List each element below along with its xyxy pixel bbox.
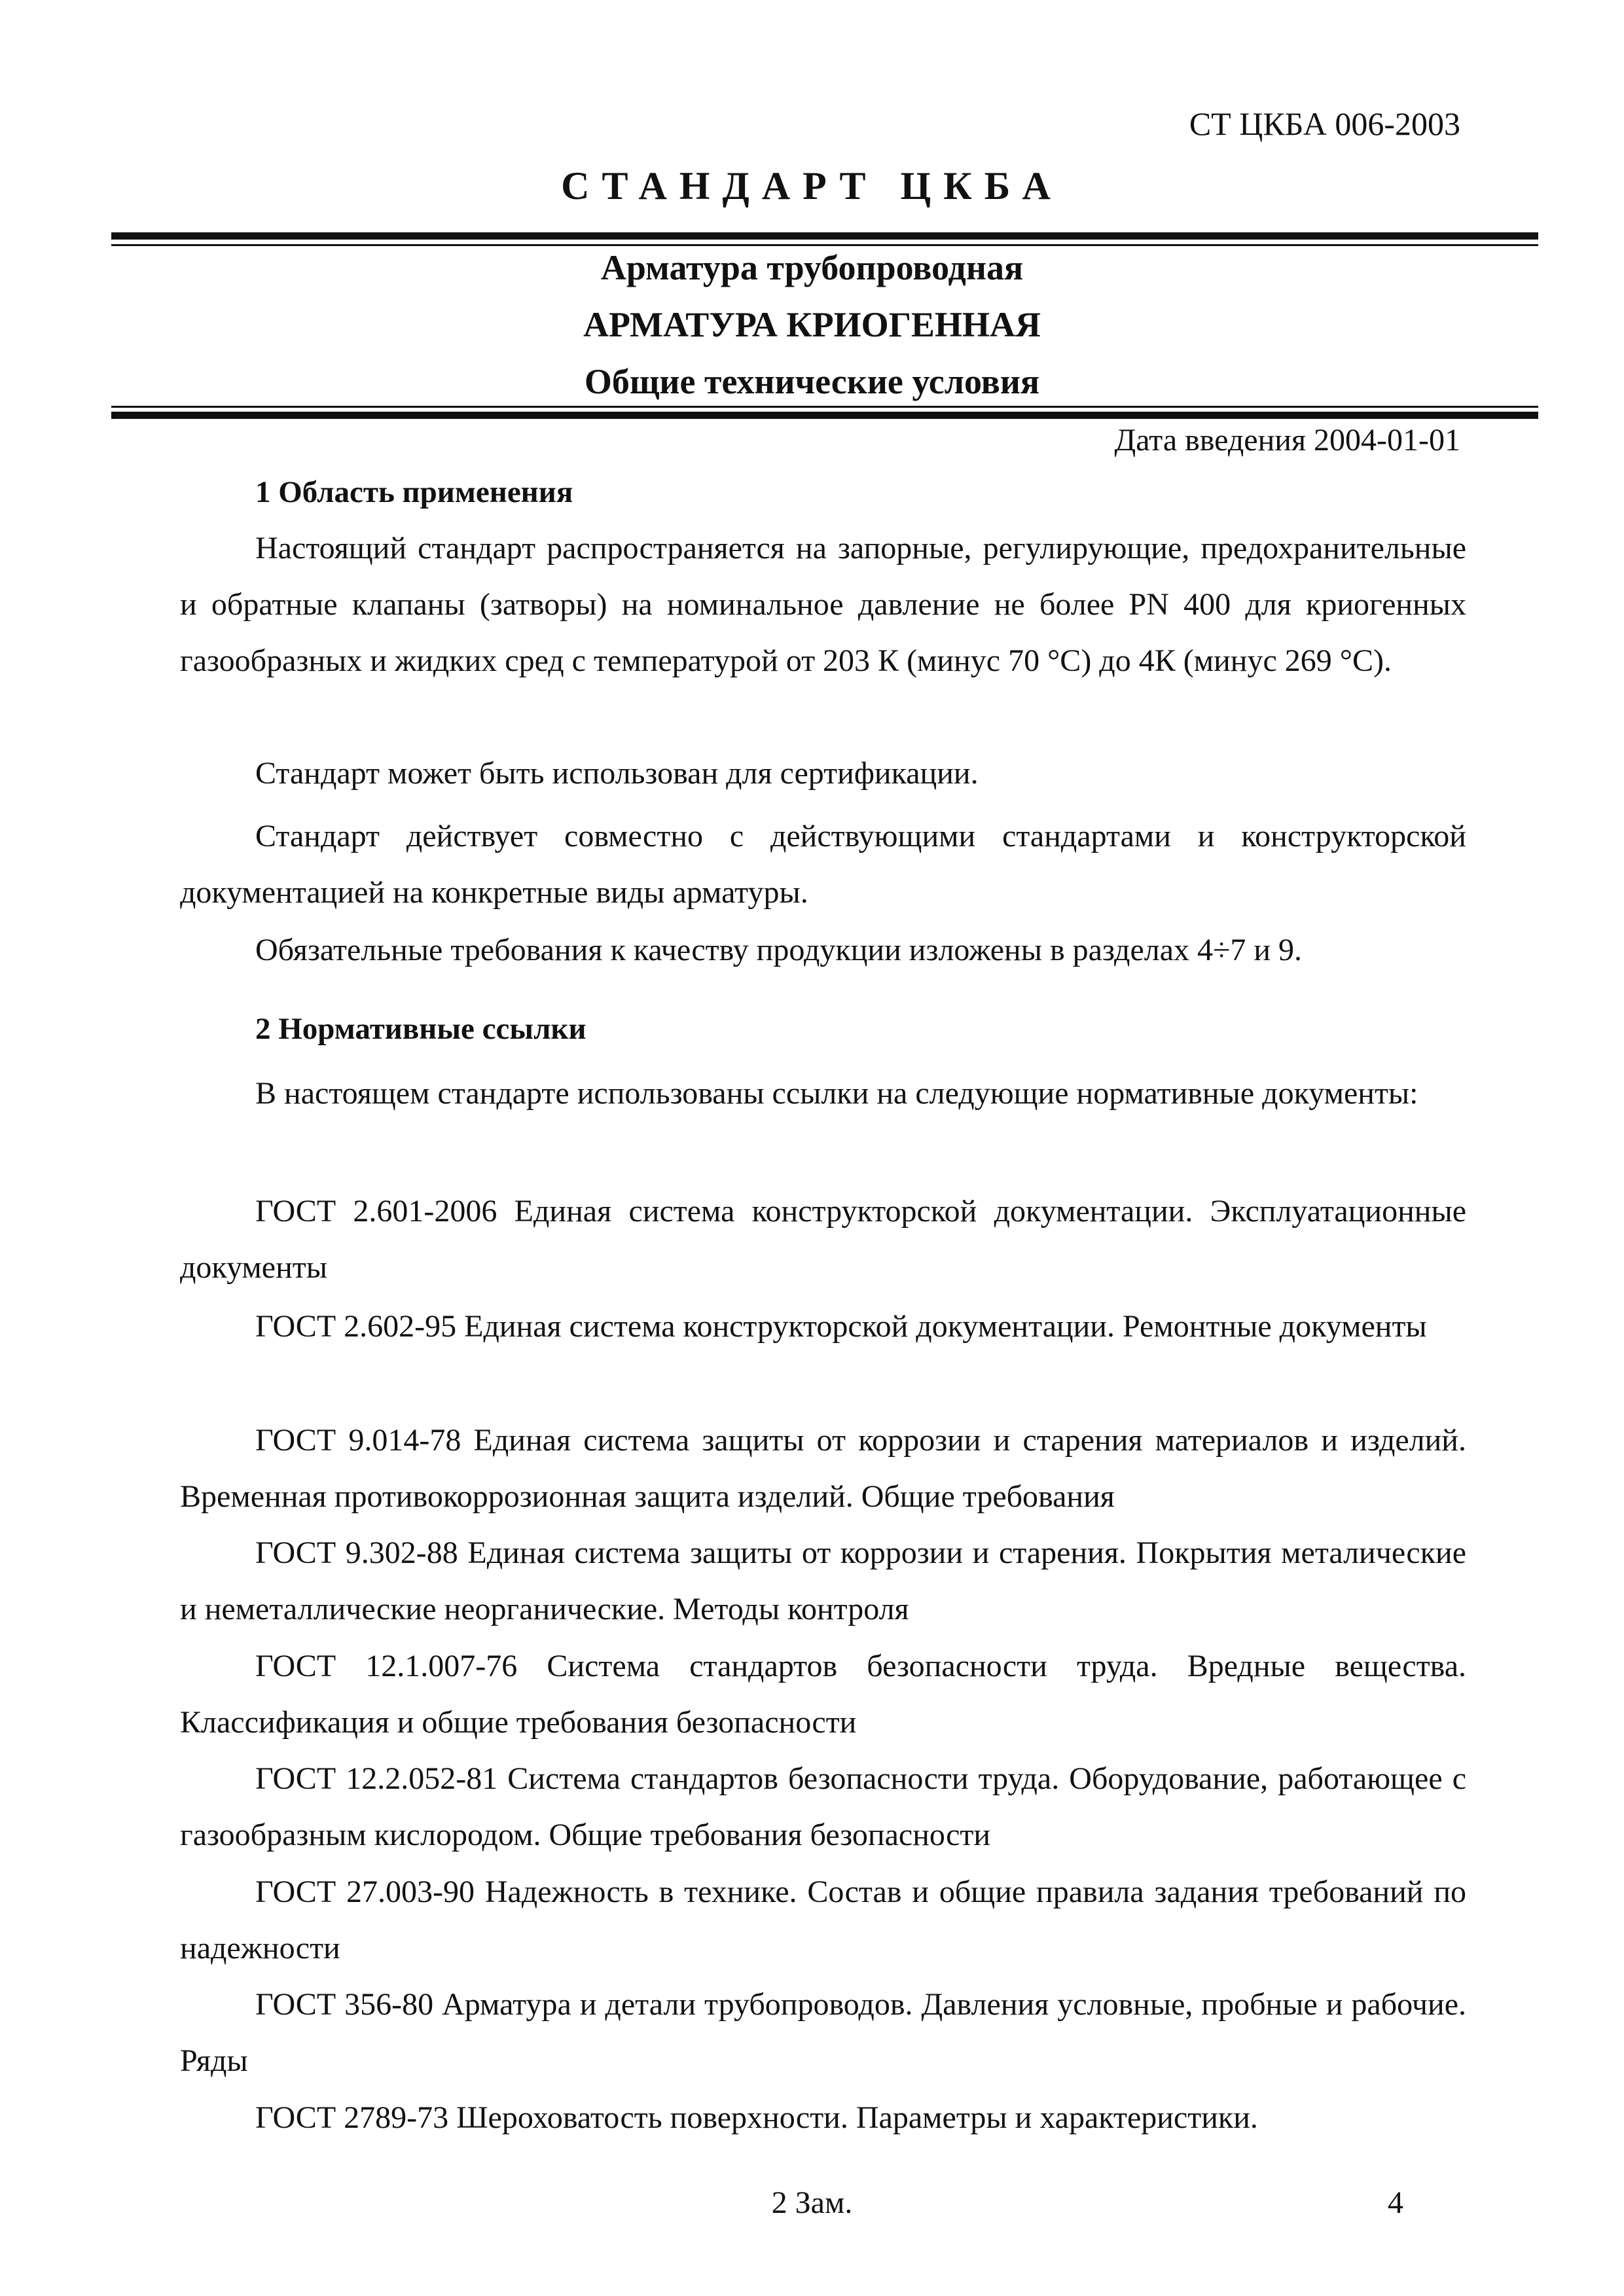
standard-title: СТАНДАРТ ЦКБА xyxy=(561,164,1063,207)
section-1-paragraph: Настоящий стандарт распространяется на запорные, регулирующие, предохранительные и обратные клапаны (затворы) на номинальное давление не более PN 400 для криогенных газообразных и жидких сред с температурой от 203 К (минус 70 °С) до 4К (минус 269 °С). xyxy=(180,531,1466,678)
page-number: 4 xyxy=(1388,2185,1403,2220)
section-2-intro: В настоящем стандарте использованы ссылки на следующие нормативные документы: xyxy=(255,1076,1418,1111)
reference-item: ГОСТ 9.302-88 Единая система защиты от коррозии и старения. Покрытия металические и неметаллические неорганические. Методы контроля xyxy=(180,1535,1466,1626)
subject-line-2: АРМАТУРА КРИОГЕННАЯ xyxy=(583,305,1041,344)
reference-item: ГОСТ 356-80 Арматура и детали трубопроводов. Давления условные, пробные и рабочие. Ряды xyxy=(180,1987,1466,2078)
reference-item: ГОСТ 12.1.007-76 Система стандартов безопасности труда. Вредные вещества. Классификация и общие требования безопасности xyxy=(180,1649,1466,1740)
section-2-title: 2 Нормативные ссылки xyxy=(255,1012,586,1046)
reference-item: ГОСТ 27.003-90 Надежность в технике. Состав и общие правила задания требований по надежности xyxy=(180,1874,1466,1965)
reference-item: ГОСТ 2.601-2006 Единая система конструкторской документации. Эксплуатационные документы xyxy=(180,1194,1466,1285)
subject-line-1: Арматура трубопроводная xyxy=(600,248,1024,287)
top-rule-thick xyxy=(111,232,1538,240)
section-1-paragraph: Стандарт может быть использован для сертификации. xyxy=(255,756,979,791)
bottom-rule-thin xyxy=(111,406,1538,408)
reference-item: ГОСТ 9.014-78 Единая система защиты от коррозии и старения материалов и изделий. Временная противокоррозионная защита изделий. Общие требования xyxy=(180,1423,1466,1514)
bottom-rule-thick xyxy=(111,412,1538,419)
reference-item: ГОСТ 12.2.052-81 Система стандартов безопасности труда. Оборудование, работающее с газообразным кислородом. Общие требования безопасности xyxy=(180,1761,1466,1852)
reference-item: ГОСТ 2.602-95 Единая система конструкторской документации. Ремонтные документы xyxy=(255,1309,1427,1344)
section-1-paragraph: Обязательные требования к качеству продукции изложены в разделах 4÷7 и 9. xyxy=(255,933,1303,967)
section-1-paragraph: Стандарт действует совместно с действующими стандартами и конструкторской документацией на конкретные виды арматуры. xyxy=(180,819,1466,910)
document-code: СТ ЦКБА 006-2003 xyxy=(1189,105,1460,142)
top-rule-thin xyxy=(111,244,1538,246)
change-note: 2 Зам. xyxy=(771,2185,853,2220)
subject-line-3: Общие технические условия xyxy=(584,362,1040,401)
reference-item: ГОСТ 2789-73 Шероховатость поверхности. Параметры и характеристики. xyxy=(255,2100,1258,2135)
introduction-date: Дата введения 2004-01-01 xyxy=(1114,423,1460,457)
section-1-title: 1 Область применения xyxy=(255,475,573,509)
